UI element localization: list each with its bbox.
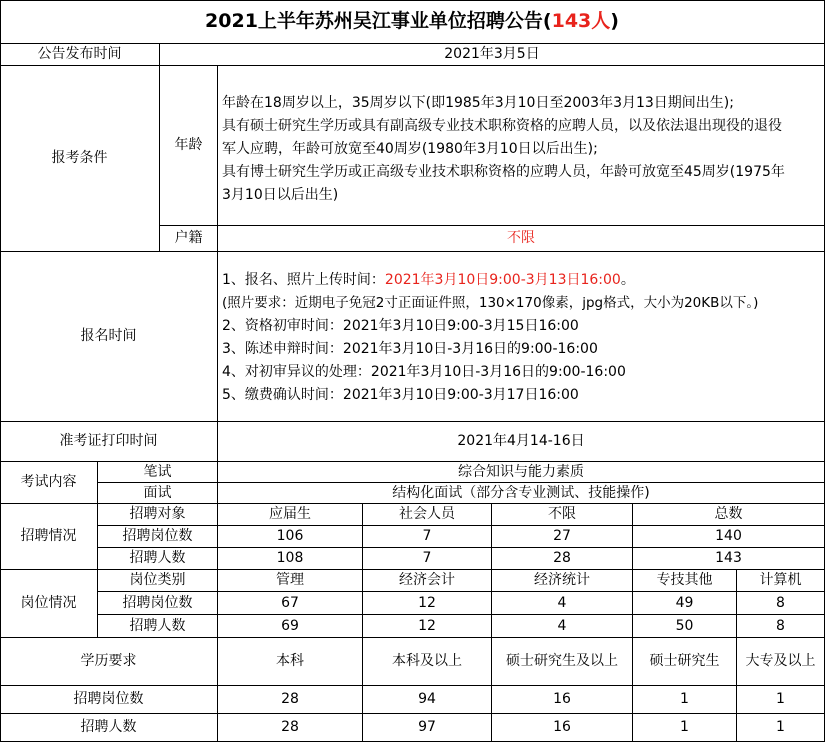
age-line-4: 具有博士研究生学历或正高级专业技术职称资格的应聘人员，年龄可放宽至45周岁(1975年 xyxy=(222,164,785,180)
huji-value: 不限 xyxy=(218,226,825,252)
registration-line-6: 5、缴费确认时间：2021年3月10日9:00-3月17日16:00 xyxy=(222,387,579,403)
recruit-label: 招聘情况 xyxy=(0,504,98,570)
education-cell: 招聘人数 xyxy=(0,714,218,742)
positions-cell: 12 xyxy=(363,592,492,615)
education-cell: 1 xyxy=(633,714,737,742)
education-cell: 1 xyxy=(737,714,825,742)
positions-cell: 8 xyxy=(737,592,825,615)
recruit-header-cell: 招聘对象 xyxy=(98,504,218,526)
positions-header-cell: 专技其他 xyxy=(633,570,737,592)
recruit-cell: 27 xyxy=(492,526,633,548)
education-cell: 16 xyxy=(492,686,633,714)
admit-print-label: 准考证打印时间 xyxy=(0,422,218,462)
recruit-cell: 106 xyxy=(218,526,363,548)
registration-label: 报名时间 xyxy=(0,252,218,422)
positions-header-cell: 经济会计 xyxy=(363,570,492,592)
recruit-cell: 7 xyxy=(363,548,492,570)
positions-cell: 12 xyxy=(363,615,492,638)
recruit-header-cell: 总数 xyxy=(633,504,825,526)
huji-label: 户籍 xyxy=(160,226,218,252)
registration-line-1-prefix: 1、报名、照片上传时间： xyxy=(222,272,385,288)
registration-line-2: (照片要求：近期电子免冠2寸正面证件照，130×170像素，jpg格式，大小为20KB以下。) xyxy=(222,295,759,311)
recruit-header-cell: 社会人员 xyxy=(363,504,492,526)
registration-line-5: 4、对初审异议的处理：2021年3月10日-3月16日的9:00-16:00 xyxy=(222,364,626,380)
positions-header-cell: 计算机 xyxy=(737,570,825,592)
registration-line-4: 3、陈述申辩时间：2021年3月10日-3月16日的9:00-16:00 xyxy=(222,341,598,357)
announcement-title xyxy=(0,0,825,44)
recruit-header-cell: 不限 xyxy=(492,504,633,526)
age-requirements xyxy=(218,66,825,226)
recruit-cell: 7 xyxy=(363,526,492,548)
recruit-header-cell: 应届生 xyxy=(218,504,363,526)
registration-line-3: 2、资格初审时间：2021年3月10日9:00-3月15日16:00 xyxy=(222,318,579,334)
registration-line-1-time: 2021年3月10日9:00-3月13日16:00 xyxy=(384,272,621,288)
title-count: 143人 xyxy=(551,10,611,33)
education-cell: 94 xyxy=(363,686,492,714)
positions-cell: 67 xyxy=(218,592,363,615)
registration-line-1 xyxy=(222,269,820,292)
age-line-3: 军人应聘，年龄可放宽至40周岁(1980年3月10日以后出生); xyxy=(222,141,598,157)
recruit-cell: 招聘岗位数 xyxy=(98,526,218,548)
positions-cell: 4 xyxy=(492,615,633,638)
interview-label: 面试 xyxy=(98,483,218,504)
positions-cell: 招聘人数 xyxy=(98,615,218,638)
positions-header-cell: 经济统计 xyxy=(492,570,633,592)
title-close: ) xyxy=(610,10,619,33)
education-header-cell: 本科 xyxy=(218,638,363,686)
recruit-cell: 28 xyxy=(492,548,633,570)
positions-cell: 69 xyxy=(218,615,363,638)
education-header-cell: 本科及以上 xyxy=(363,638,492,686)
education-cell: 1 xyxy=(737,686,825,714)
positions-cell: 4 xyxy=(492,592,633,615)
recruit-cell: 招聘人数 xyxy=(98,548,218,570)
announce-label: 公告发布时间 xyxy=(0,44,160,66)
announce-value: 2021年3月5日 xyxy=(160,44,825,66)
education-cell: 28 xyxy=(218,714,363,742)
education-header-cell: 硕士研究生及以上 xyxy=(492,638,633,686)
written-label: 笔试 xyxy=(98,462,218,483)
age-line-2: 具有硕士研究生学历或具有副高级专业技术职称资格的应聘人员，以及依法退出现役的退役 xyxy=(222,118,782,134)
education-header-cell: 硕士研究生 xyxy=(633,638,737,686)
title-main: 2021上半年苏州吴江事业单位招聘公告( xyxy=(205,10,552,33)
registration-line-1-suffix: 。 xyxy=(620,272,635,288)
conditions-label: 报考条件 xyxy=(0,66,160,252)
admit-print-value: 2021年4月14-16日 xyxy=(218,422,825,462)
recruit-cell: 140 xyxy=(633,526,825,548)
education-cell: 97 xyxy=(363,714,492,742)
education-cell: 16 xyxy=(492,714,633,742)
positions-cell: 49 xyxy=(633,592,737,615)
registration-details xyxy=(218,252,825,422)
education-cell: 招聘岗位数 xyxy=(0,686,218,714)
positions-label: 岗位情况 xyxy=(0,570,98,638)
exam-label: 考试内容 xyxy=(0,462,98,504)
education-header-cell: 学历要求 xyxy=(0,638,218,686)
positions-cell: 50 xyxy=(633,615,737,638)
age-label: 年龄 xyxy=(160,66,218,226)
education-cell: 1 xyxy=(633,686,737,714)
age-line-1: 年龄在18周岁以上，35周岁以下(即1985年3月10日至2003年3月13日期间出生); xyxy=(222,95,734,111)
written-value: 综合知识与能力素质 xyxy=(218,462,825,483)
education-header-cell: 大专及以上 xyxy=(737,638,825,686)
positions-header-cell: 岗位类别 xyxy=(98,570,218,592)
positions-header-cell: 管理 xyxy=(218,570,363,592)
positions-cell: 招聘岗位数 xyxy=(98,592,218,615)
education-cell: 28 xyxy=(218,686,363,714)
interview-value: 结构化面试（部分含专业测试、技能操作) xyxy=(218,483,825,504)
age-line-5: 3月10日以后出生) xyxy=(222,187,339,203)
recruit-cell: 108 xyxy=(218,548,363,570)
recruit-cell: 143 xyxy=(633,548,825,570)
positions-cell: 8 xyxy=(737,615,825,638)
